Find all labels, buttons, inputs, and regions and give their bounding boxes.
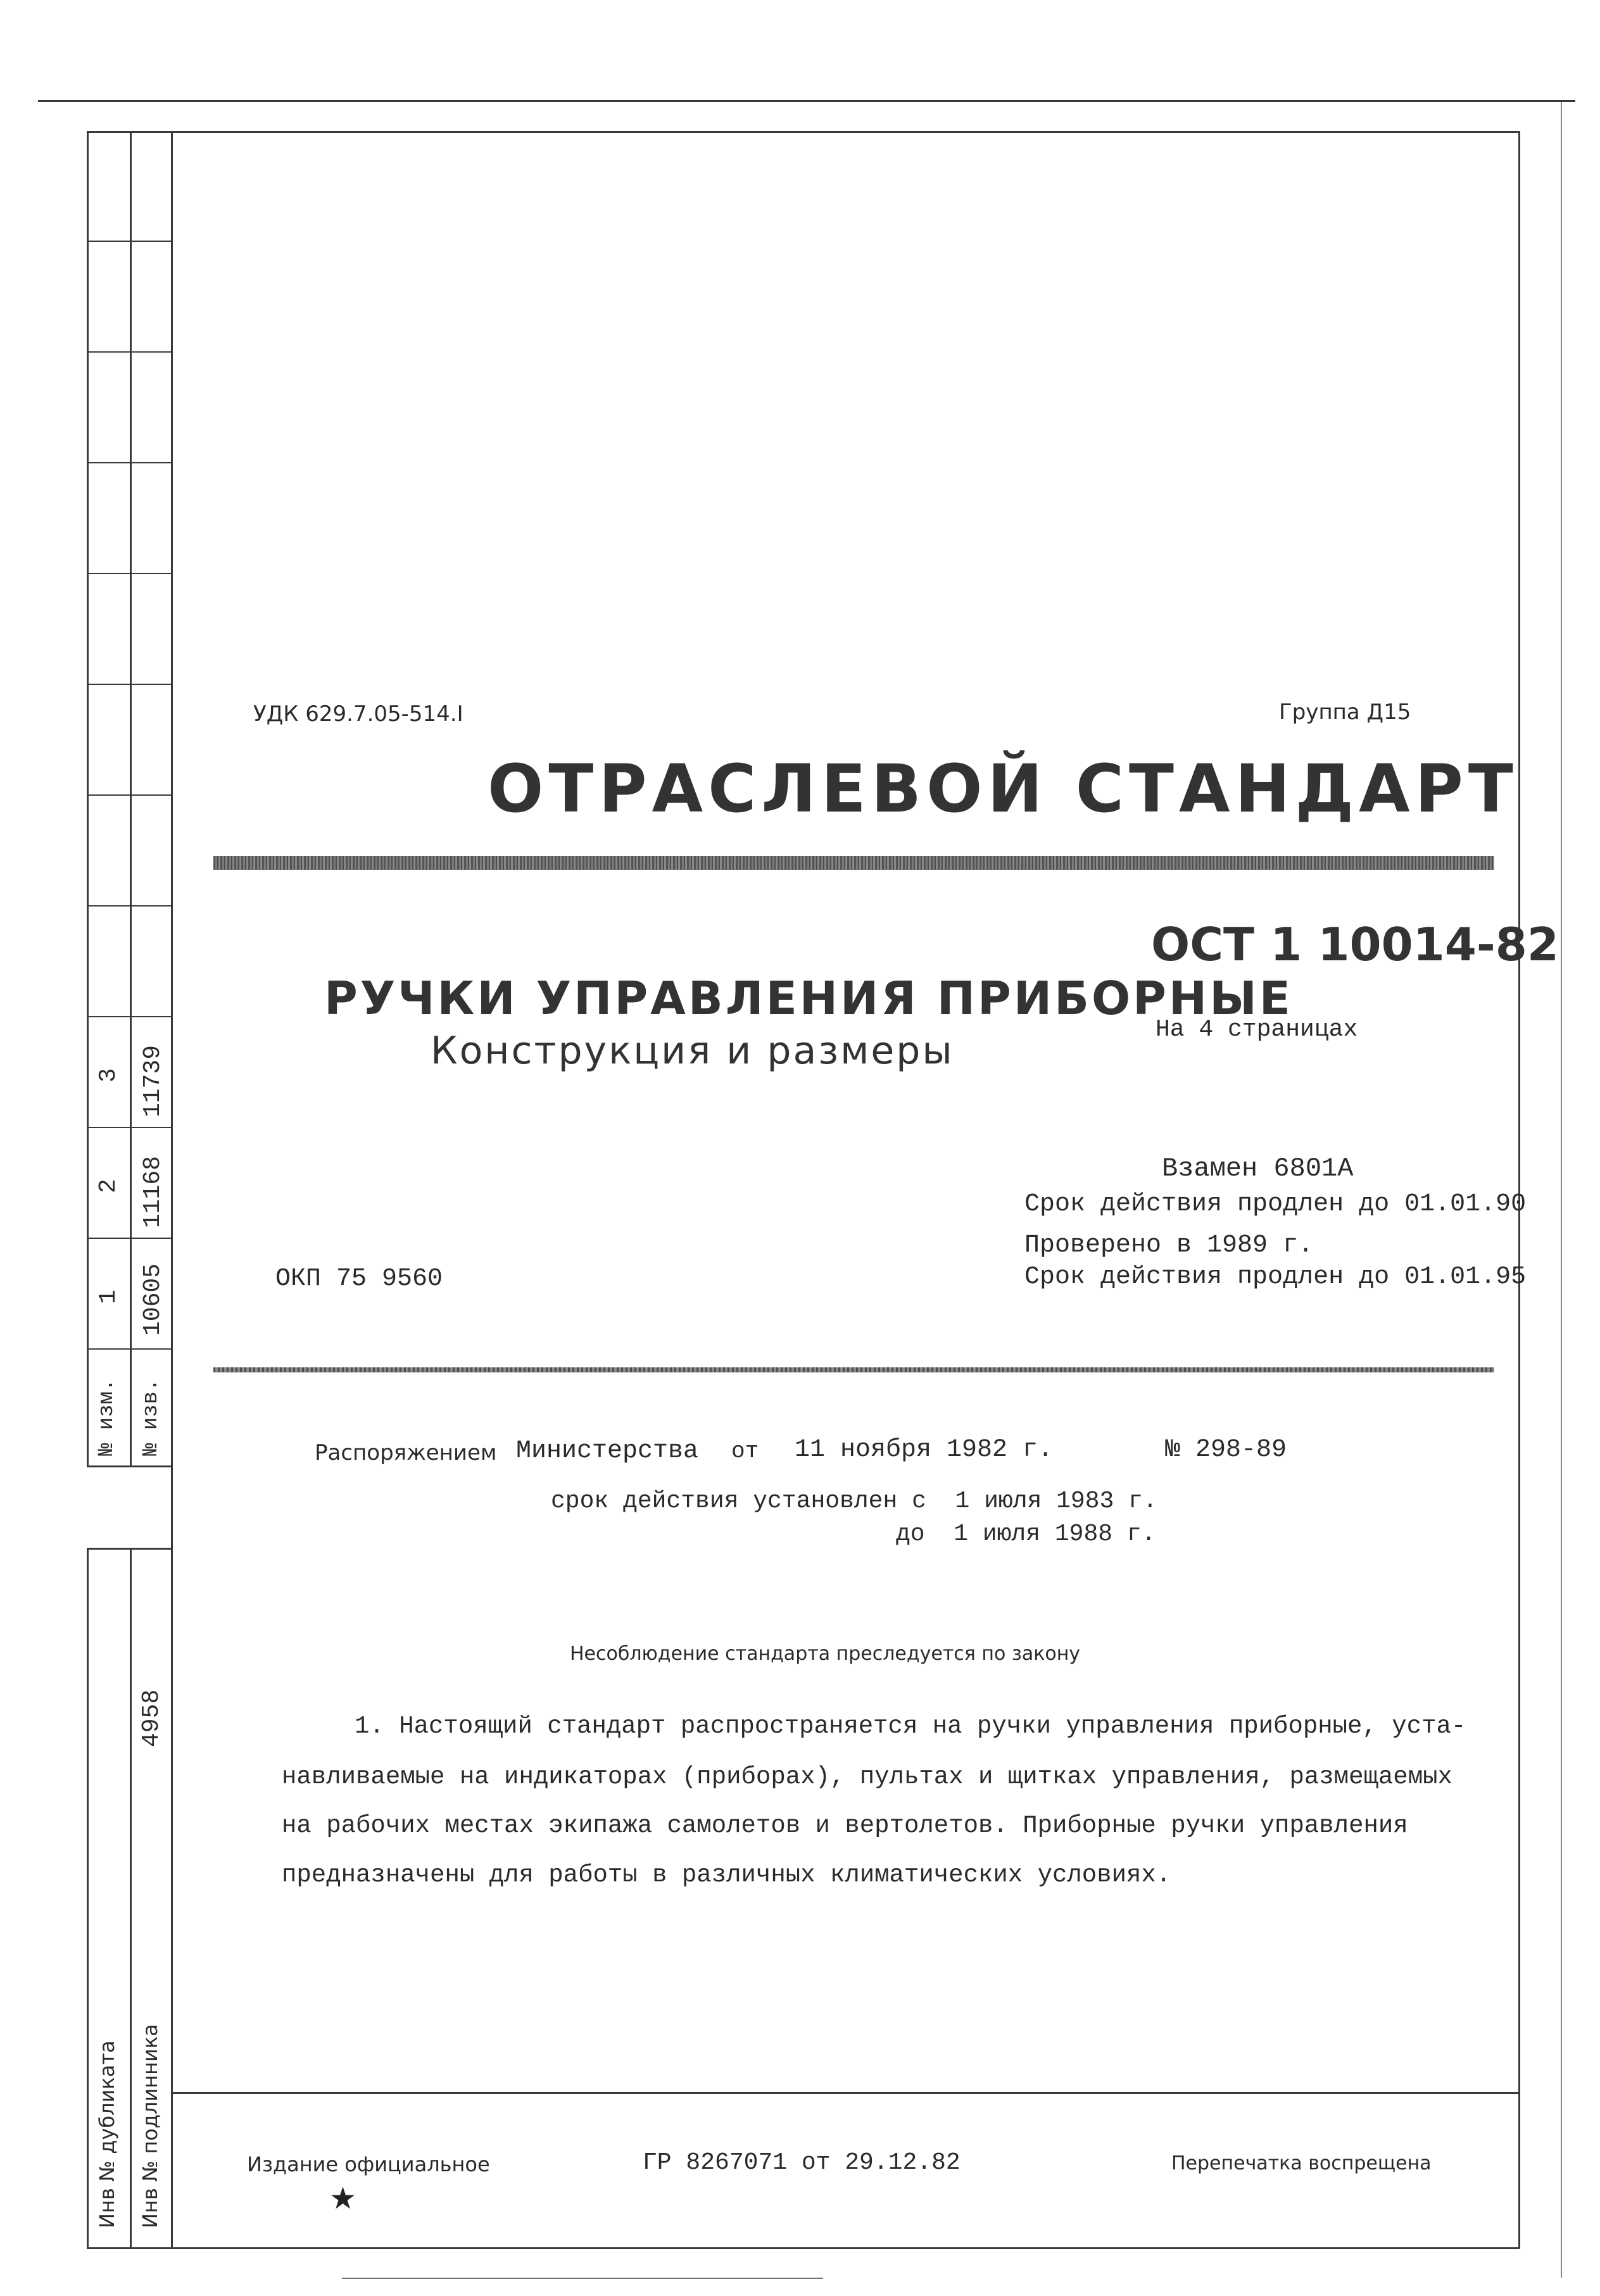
checked-note: Проверено в 1989 г. (1024, 1231, 1314, 1260)
sidebar-grid-line (87, 1548, 172, 1550)
header-divider (213, 856, 1494, 870)
bottom-rule (342, 2278, 823, 2279)
title-divider (213, 1367, 1494, 1372)
notice-number-1: 10605 (139, 1263, 167, 1336)
document-type-title: ОТРАСЛЕВОЙ СТАНДАРТ (488, 750, 1518, 827)
footer-divider (171, 2092, 1520, 2094)
inventory-original-label: Инв № подлинника (138, 2024, 162, 2228)
sidebar-grid-line (87, 573, 172, 574)
sidebar-grid-line (87, 684, 172, 685)
standard-subtitle: Конструкция и размеры (431, 1029, 954, 1073)
registration-number: ГР 8267071 от 29.12.82 (643, 2149, 961, 2176)
sidebar-grid-line (87, 1127, 172, 1128)
body-line-4: предназначены для работы в различных климатических условиях. (282, 1861, 1171, 1889)
body-line-1: 1. Настоящий стандарт распространяется на ручки управления приборные, уста- (355, 1712, 1466, 1740)
outer-right-rule (1561, 100, 1562, 2278)
decree-ministry: Министерства (516, 1437, 699, 1465)
sidebar-grid-line (87, 905, 172, 906)
group-code: Группа Д15 (1279, 699, 1411, 725)
notice-number-2: 11168 (139, 1155, 167, 1228)
replaces-note: Взамен 6801А (1162, 1153, 1354, 1184)
frame-bottom (87, 2247, 1520, 2249)
sidebar-grid-line (87, 1016, 172, 1017)
notice-number-3: 11739 (139, 1044, 167, 1117)
decree-label: Распоряжением (315, 1440, 497, 1465)
validity-extended-2: Срок действия продлен до 01.01.95 (1024, 1263, 1527, 1291)
sidebar-line-inner (171, 131, 173, 2249)
sidebar-line-outer-lower (87, 1548, 89, 2249)
inventory-original-value: 4958 (138, 1689, 165, 1747)
page-count: На 4 страницах (1156, 1016, 1358, 1043)
sidebar-line-mid (130, 131, 132, 1467)
sidebar-grid-line (87, 351, 172, 353)
change-number-3: 3 (95, 1068, 122, 1082)
sidebar-grid-line (87, 1238, 172, 1239)
sidebar-grid-line (87, 241, 172, 242)
reprint-notice: Перепечатка воспрещена (1171, 2152, 1432, 2174)
standard-name: РУЧКИ УПРАВЛЕНИЯ ПРИБОРНЫЕ (324, 972, 1293, 1025)
decree-number: № 298-89 (1165, 1436, 1287, 1464)
sidebar-grid-line (87, 1465, 172, 1467)
legal-warning: Несоблюдение стандарта преследуется по закону (570, 1643, 1081, 1665)
change-number-label: № изм. (95, 1378, 119, 1456)
sidebar-line-mid-lower (130, 1548, 132, 2249)
udk-code: УДК 629.7.05-514.I (253, 701, 463, 727)
inventory-duplicate-label: Инв № дубликата (95, 2040, 119, 2228)
top-rule (38, 100, 1575, 102)
notice-number-label: № изв. (139, 1378, 163, 1456)
standard-number: ОСТ 1 10014-82 (1151, 918, 1559, 971)
change-number-1: 1 (95, 1289, 122, 1304)
sidebar-grid-line (87, 794, 172, 796)
star-icon: ★ (329, 2181, 357, 2216)
sidebar-grid-line (87, 462, 172, 463)
decree-from: от (731, 1438, 759, 1464)
edition-label: Издание официальное (247, 2152, 490, 2176)
frame-top (87, 131, 1520, 133)
okp-code: ОКП 75 9560 (275, 1265, 443, 1293)
validity-to: до 1 июля 1988 г. (896, 1521, 1156, 1548)
sidebar-line-outer (87, 131, 89, 1467)
body-line-2: навливаемые на индикаторах (приборах), пультах и щитках управления, размещаемых (282, 1763, 1452, 1791)
sidebar-grid-line (87, 1348, 172, 1350)
validity-from: срок действия установлен с 1 июля 1983 г. (551, 1488, 1157, 1515)
change-number-2: 2 (95, 1179, 122, 1193)
validity-extended-1: Срок действия продлен до 01.01.90 (1024, 1190, 1527, 1219)
decree-date: 11 ноября 1982 г. (795, 1436, 1054, 1464)
body-line-3: на рабочих местах экипажа самолетов и вертолетов. Приборные ручки управления (282, 1812, 1408, 1840)
